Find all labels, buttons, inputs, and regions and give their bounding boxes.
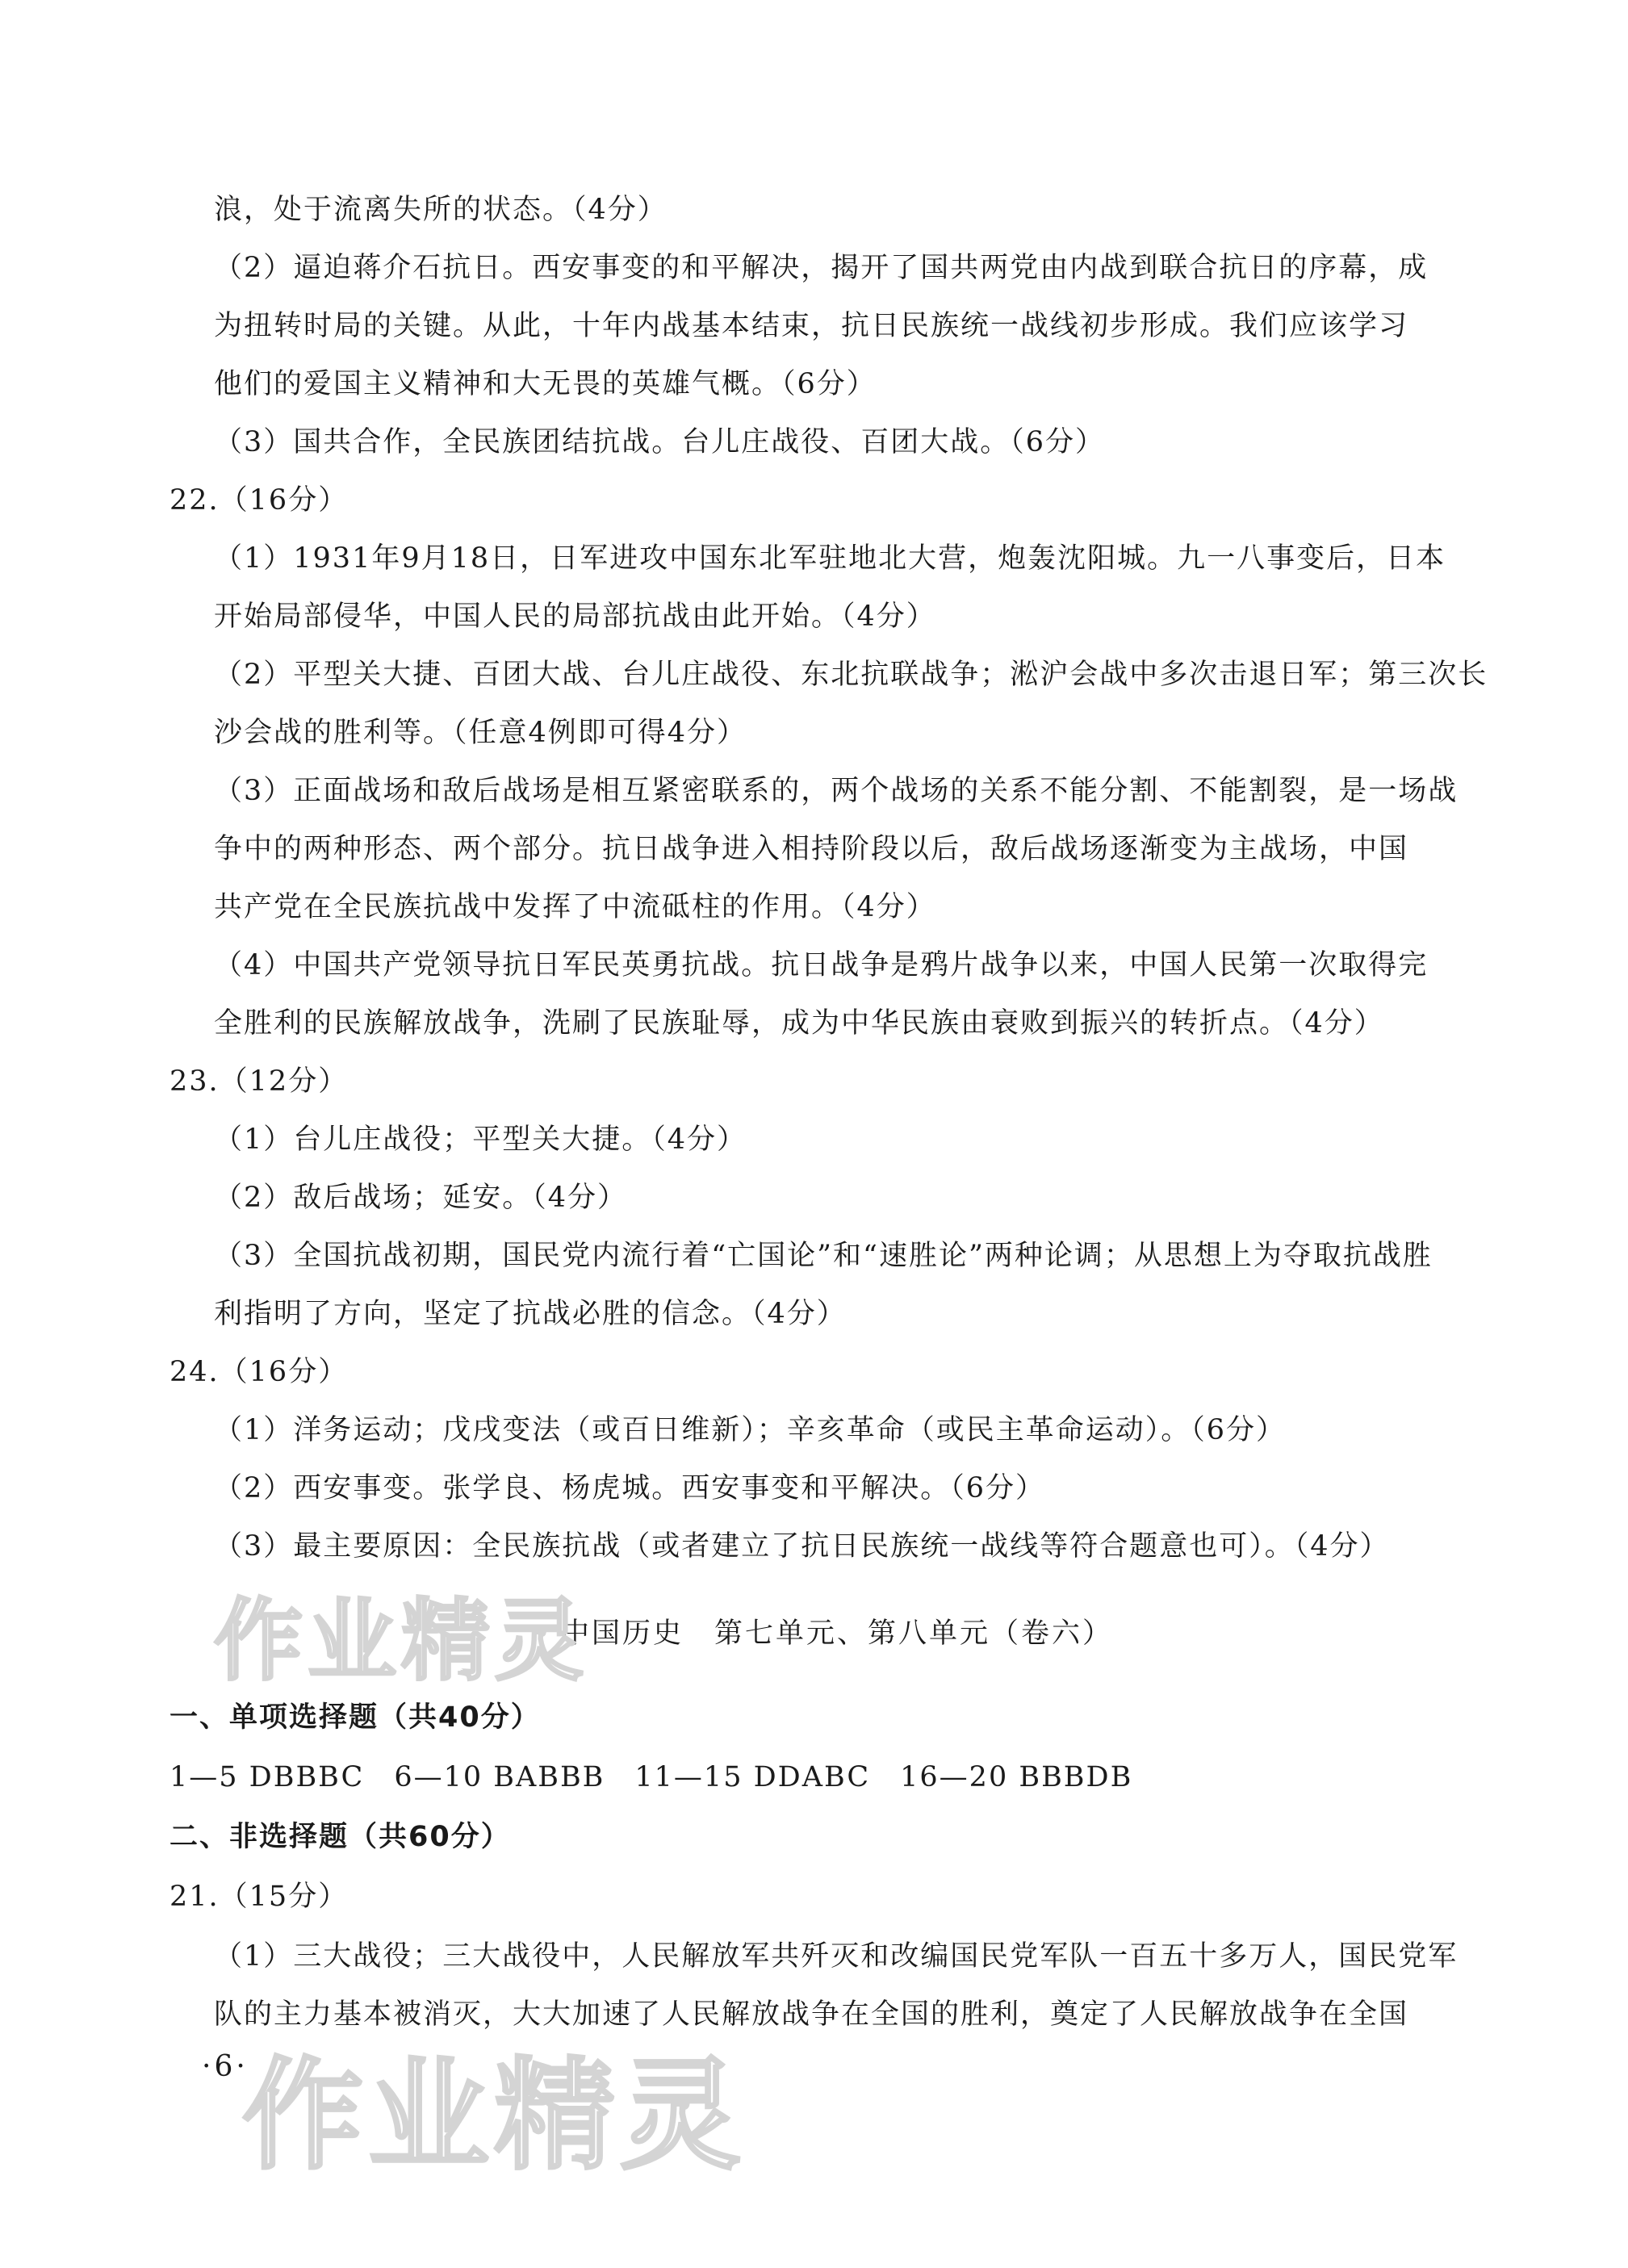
text-line: （1）1931年9月18日，日军进攻中国东北军驻地北大营，炮轰沈阳城。九一八事变后，日本 <box>214 542 1446 575</box>
question-number: 21.（15分） <box>169 1881 349 1913</box>
text-line: （2）逼迫蒋介石抗日。西安事变的和平解决，揭开了国共两党由内战到联合抗日的序幕，成 <box>214 252 1429 284</box>
text-line: 他们的爱国主义精神和大无畏的英雄气概。（6分） <box>214 368 877 400</box>
text-line: 共产党在全民族抗战中发挥了中流砥柱的作用。（4分） <box>214 891 936 923</box>
page-number: ·6· <box>202 2050 249 2083</box>
answer-key: 1—5 DBBBC 6—10 BABBB 11—15 DDABC 16—20 BBBDB <box>169 1761 1133 1793</box>
text-line: （1）三大战役；三大战役中，人民解放军共歼灭和改编国民党军队一百五十多万人，国民党军 <box>214 1940 1459 1973</box>
question-number: 24.（16分） <box>169 1356 349 1388</box>
text-line: 开始局部侵华，中国人民的局部抗战由此开始。（4分） <box>214 600 936 633</box>
text-line: （2）敌后战场；延安。（4分） <box>214 1182 628 1214</box>
text-line: 争中的两种形态、两个部分。抗日战争进入相持阶段以后，敌后战场逐渐变为主战场，中国 <box>214 833 1409 865</box>
question-number: 22.（16分） <box>169 484 349 517</box>
text-line: 利指明了方向，坚定了抗战必胜的信念。（4分） <box>214 1298 847 1330</box>
watermark: 作业精灵 <box>214 1589 588 1693</box>
text-line: （2）平型关大捷、百团大战、台儿庄战役、东北抗联战争；淞沪会战中多次击退日军；第三次长 <box>214 659 1488 691</box>
section-title: 中国历史 第七单元、第八单元（卷六） <box>561 1617 1114 1650</box>
text-line: 沙会战的胜利等。（任意4例即可得4分） <box>214 717 747 749</box>
text-line: （3）正面战场和敌后战场是相互紧密联系的，两个战场的关系不能分割、不能割裂，是一场战 <box>214 775 1459 807</box>
text-line: 为扭转时局的关键。从此，十年内战基本结束，抗日民族统一战线初步形成。我们应该学习 <box>214 310 1409 342</box>
text-line: （1）台儿庄战役；平型关大捷。（4分） <box>214 1124 747 1156</box>
text-line: 全胜利的民族解放战争，洗刷了民族耻辱，成为中华民族由衰败到振兴的转折点。（4分） <box>214 1007 1384 1040</box>
text-line: （2）西安事变。张学良、杨虎城。西安事变和平解决。（6分） <box>214 1472 1046 1504</box>
section-heading: 二、非选择题（共60分） <box>169 1821 511 1853</box>
text-line: 浪，处于流离失所的状态。（4分） <box>214 194 668 226</box>
text-line: （3）最主要原因：全民族抗战（或者建立了抗日民族统一战线等符合题意也可）。（4分） <box>214 1530 1390 1563</box>
text-line: 队的主力基本被消灭，大大加速了人民解放战争在全国的胜利，奠定了人民解放战争在全国 <box>214 1998 1409 2031</box>
text-line: （4）中国共产党领导抗日军民英勇抗战。抗日战争是鸦片战争以来，中国人民第一次取得完 <box>214 949 1429 981</box>
text-line: （3）全国抗战初期，国民党内流行着“亡国论”和“速胜论”两种论调；从思想上为夺取抗战胜 <box>214 1240 1433 1272</box>
text-line: （3）国共合作，全民族团结抗战。台儿庄战役、百团大战。（6分） <box>214 426 1106 458</box>
section-heading: 一、单项选择题（共40分） <box>169 1701 541 1734</box>
question-number: 23.（12分） <box>169 1065 349 1098</box>
watermark: 作业精灵 <box>242 2046 747 2186</box>
text-line: （1）洋务运动；戊戌变法（或百日维新）；辛亥革命（或民主革命运动）。（6分） <box>214 1414 1287 1446</box>
